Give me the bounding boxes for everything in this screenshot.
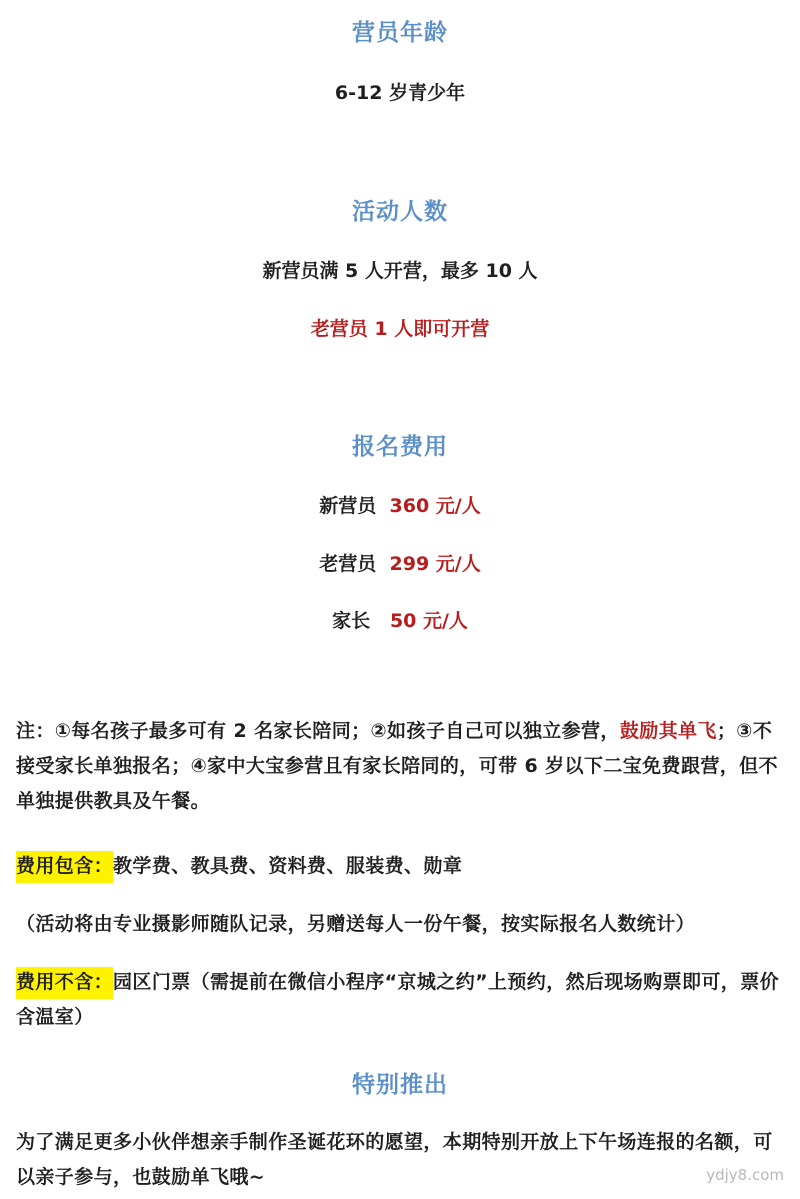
age-heading: 营员年龄 xyxy=(352,20,448,46)
special-heading: 特别推出 xyxy=(352,1072,448,1098)
fee-label: 新营员 xyxy=(319,495,377,517)
age-text: 6-12 岁青少年 xyxy=(334,82,466,104)
note-highlight: 鼓励其单飞 xyxy=(619,720,717,742)
fee-price: 50 元/人 xyxy=(389,610,468,632)
excludes-label: 费用不含： xyxy=(16,967,113,999)
fee-row-old xyxy=(0,549,800,576)
fee-heading: 报名费用 xyxy=(352,434,448,460)
note-suffix: ；③不接受家长单独报名；④家中大宝参营且有家长陪同的，可带 6 岁以下二宝免费跟营，但不单独提供教具及午餐。 xyxy=(16,720,778,812)
includes-paragraph xyxy=(16,849,784,884)
photo-note: （活动将由专业摄影师随队记录，另赠送每人一份午餐，按实际报名人数统计） xyxy=(16,913,696,935)
fee-price: 299 元/人 xyxy=(389,553,481,575)
watermark: ydjy8.com xyxy=(706,1166,784,1184)
excludes-text: 园区门票（需提前在微信小程序“京城之约”上预约，然后现场购票即可，票价含温室） xyxy=(16,971,779,1028)
includes-text: 教学费、教具费、资料费、服装费、勋章 xyxy=(113,855,463,877)
fee-label: 老营员 xyxy=(319,553,377,575)
fee-row-new xyxy=(0,491,800,518)
includes-label: 费用包含： xyxy=(16,851,113,883)
fee-label: 家长 xyxy=(332,610,371,632)
fee-row-parent xyxy=(0,606,800,633)
count-line-new: 新营员满 5 人开营，最多 10 人 xyxy=(262,260,538,282)
note-prefix: 注：①每名孩子最多可有 2 名家长陪同；②如孩子自己可以独立参营， xyxy=(16,720,620,742)
count-line-old: 老营员 1 人即可开营 xyxy=(310,318,490,340)
fee-price: 360 元/人 xyxy=(389,495,481,517)
note-paragraph xyxy=(16,714,784,819)
special-paragraph: 为了满足更多小伙伴想亲手制作圣诞花环的愿望，本期特别开放上下午场连报的名额，可以亲子参与，也鼓励单飞哦~ xyxy=(16,1131,773,1188)
count-heading: 活动人数 xyxy=(352,199,448,225)
excludes-paragraph xyxy=(16,965,784,1035)
